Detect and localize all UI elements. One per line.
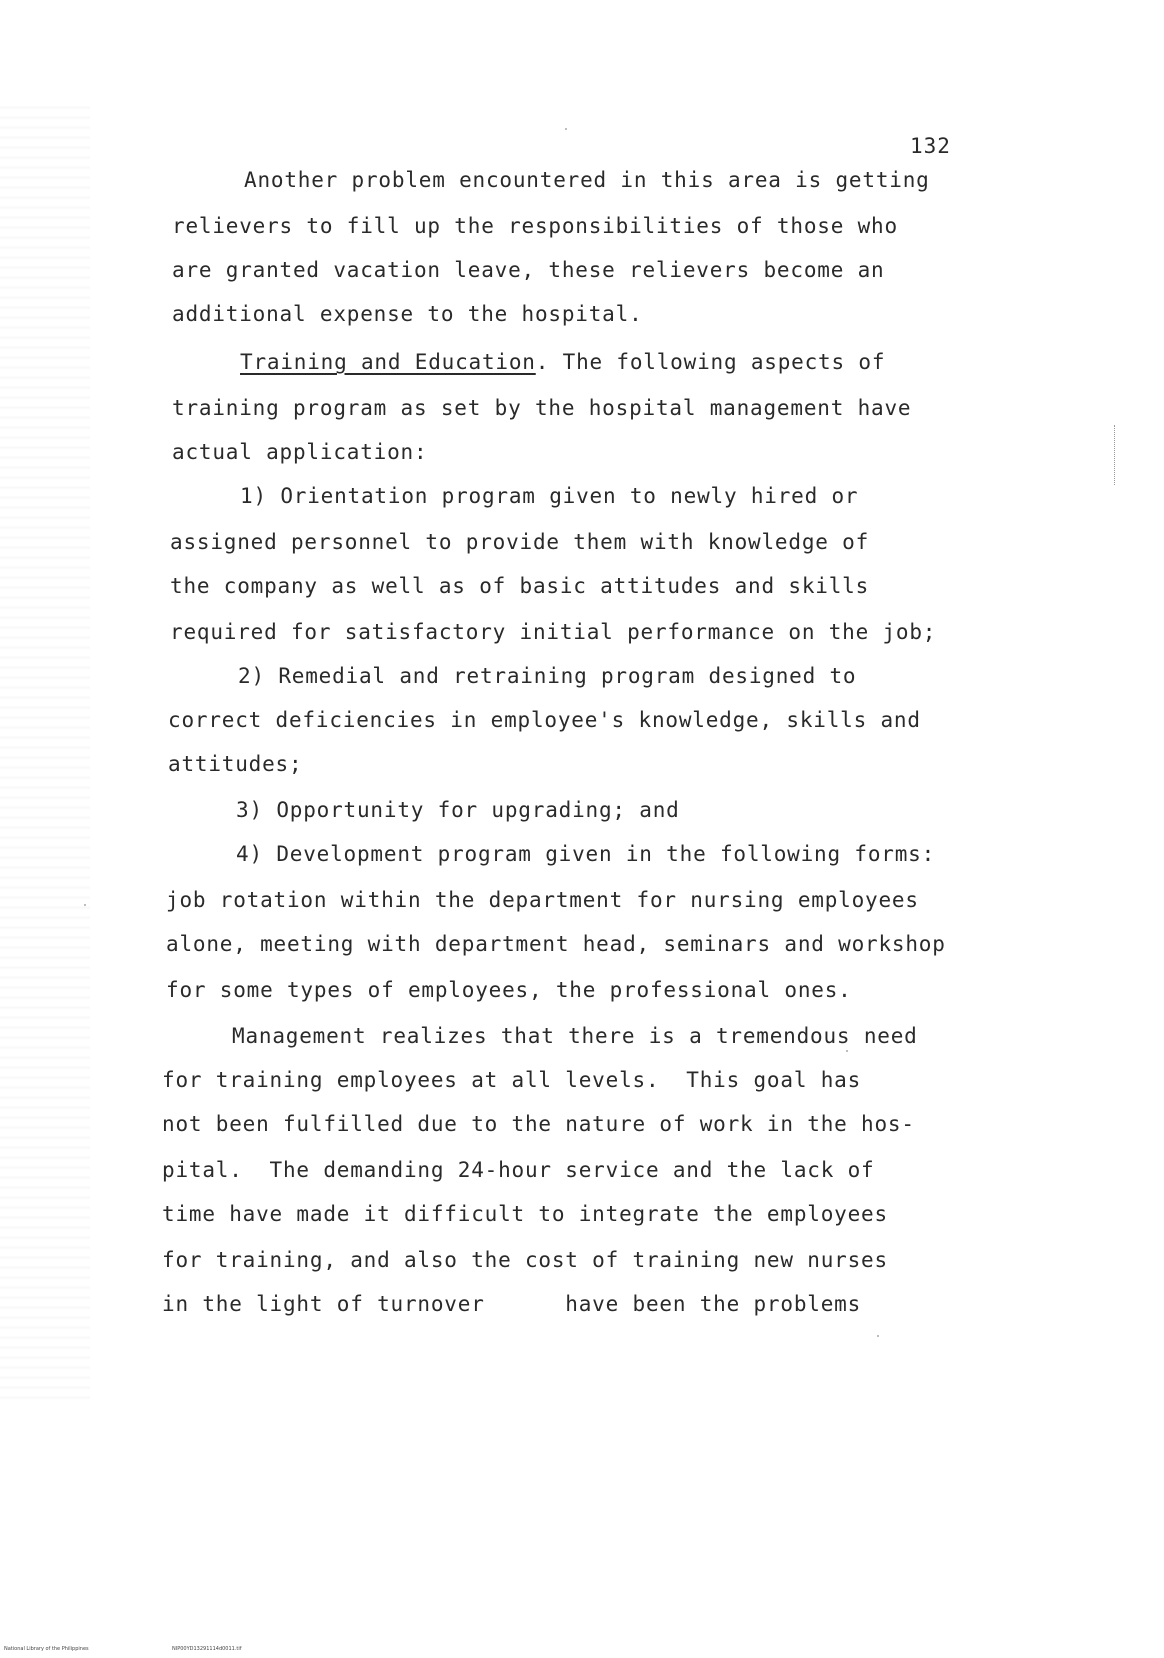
text-line: correct deficiencies in employee's knowledge, skills and: [168, 708, 921, 732]
text-line: for some types of employees, the professional ones.: [166, 978, 852, 1002]
list-item-2: 2) Remedial and retraining program designed to: [238, 664, 857, 688]
list-item-3: 3) Opportunity for upgrading; and: [236, 798, 680, 822]
text-line: not been fulfilled due to the nature of work in the hos-: [162, 1112, 915, 1136]
text-line: pital. The demanding 24-hour service and the lack of: [162, 1158, 875, 1182]
text-line: for training employees at all levels. This goal has: [162, 1068, 862, 1092]
text-line: time have made it difficult to integrate the employees: [162, 1202, 888, 1226]
section-heading-rest: . The following aspects of: [535, 350, 886, 374]
scan-speck: [565, 128, 567, 130]
text-line: job rotation within the department for nursing employees: [166, 888, 919, 912]
scan-speck: [84, 904, 86, 906]
text-line: attitudes;: [168, 752, 303, 776]
text-line: are granted vacation leave, these relievers become an: [172, 258, 885, 282]
text-line: in the light of turnover have been the problems: [162, 1292, 862, 1316]
text-line: Management realizes that there is a tremendous need: [232, 1024, 918, 1048]
text-line: Another problem encountered in this area is getting: [244, 168, 930, 192]
footer-file: NIP00YD13291114d0011.tif: [172, 1646, 242, 1652]
scan-speck: [877, 1335, 879, 1337]
section-heading: Training and Education: [240, 350, 536, 374]
scan-mark: [1114, 425, 1116, 485]
text-line: the company as well as of basic attitudes and skills: [170, 574, 870, 598]
list-item-1: 1) Orientation program given to newly hired or: [240, 484, 859, 508]
page-number: 132: [910, 134, 951, 158]
text-line: relievers to fill up the responsibilities of those who: [172, 214, 898, 238]
text-line: required for satisfactory initial performance on the job;: [170, 620, 937, 644]
text-line: actual application:: [172, 440, 428, 464]
footer-library: National Library of the Philippines: [4, 1646, 89, 1652]
list-item-4: 4) Development program given in the following forms:: [236, 842, 936, 866]
scan-speck: [846, 1050, 848, 1052]
text-line: training program as set by the hospital management have: [172, 396, 912, 420]
text-line: additional expense to the hospital.: [172, 302, 643, 326]
scan-edge-noise: [0, 100, 90, 1400]
section-heading-line: [240, 350, 885, 374]
text-line: for training, and also the cost of training new nurses: [162, 1248, 888, 1272]
text-line: assigned personnel to provide them with knowledge of: [170, 530, 870, 554]
text-line: alone, meeting with department head, seminars and workshop: [166, 932, 946, 956]
